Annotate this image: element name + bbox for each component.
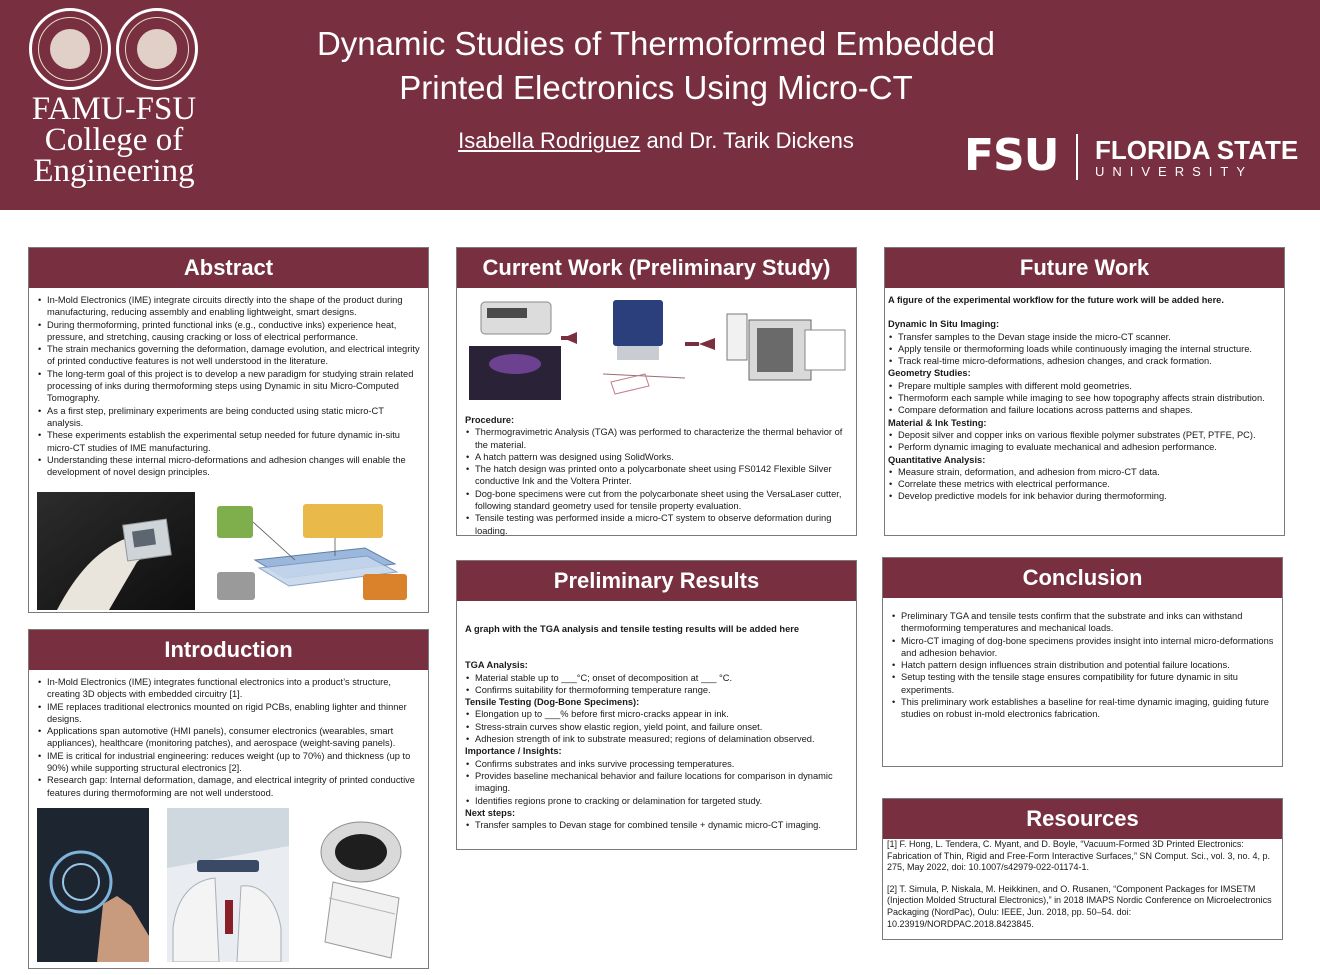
geometry-list <box>888 380 1276 417</box>
procedure-list <box>465 426 850 537</box>
procedure-item: • Thermogravimetric Analysis (TGA) was performed to characterize the thermal behavior of the material. <box>465 426 850 451</box>
introduction-item: • IME replaces traditional electronics mounted on rigid PCBs, enabling lighter and thinner designs. <box>37 701 420 726</box>
conclusion-item: • Preliminary TGA and tensile tests confirm that the substrate and inks can withstand thermoforming temperatures and mechanical loads. <box>891 610 1274 635</box>
conclusion-item: • This preliminary work establishes a baseline for real-time dynamic imaging, guiding future studies on robust in-mold electronics fabrication. <box>891 696 1274 721</box>
abstract-item: • In-Mold Electronics (IME) integrate circuits directly into the shape of the product during manufacturing, reducing assembly and enabling lightweight, smart designs. <box>37 294 420 319</box>
material-label: Material & Ink Testing: <box>888 417 987 428</box>
future-work-heading: Future Work <box>885 248 1284 288</box>
material-item: • Deposit silver and copper inks on various flexible polymer substrates (PET, PTFE, PC). <box>888 429 1276 441</box>
abstract-list <box>37 294 420 478</box>
dynamic-imaging-item: • Apply tensile or thermoforming loads while continuously imaging the internal structure. <box>888 343 1276 355</box>
conclusion-item: • Micro-CT imaging of dog-bone specimens provides insight into internal micro-deformations and adhesion behavior. <box>891 635 1274 660</box>
abstract-item: • During thermoforming, printed functional inks (e.g., conductive inks) experience heat, pressure, and stretching, causing cracking or loss of electrical performance. <box>37 319 420 344</box>
author-secondary: and Dr. Tarik Dickens <box>640 128 854 153</box>
introduction-item: • In-Mold Electronics (IME) integrates functional electronics into a product’s structure, creating 3D objects with embedded circuitry [1]. <box>37 676 420 701</box>
future-work-panel <box>884 247 1285 536</box>
quantitative-list <box>888 466 1276 503</box>
college-line-1: FAMU-FSU <box>31 91 197 127</box>
header-banner <box>0 0 1320 210</box>
abstract-panel <box>28 247 429 613</box>
material-item: • Perform dynamic imaging to evaluate mechanical and adhesion performance. <box>888 441 1276 453</box>
preliminary-results-body <box>457 601 856 837</box>
authors <box>400 128 912 154</box>
abstract-item: • These experiments establish the experimental setup needed for future dynamic in-situ micro-CT studies of IME manufacturing. <box>37 429 420 454</box>
preliminary-results-panel <box>456 560 857 850</box>
college-logo-text <box>20 91 208 189</box>
conclusion-panel <box>882 557 1283 767</box>
importance-item: • Confirms substrates and inks survive processing temperatures. <box>465 758 848 770</box>
resources-panel <box>882 798 1283 940</box>
abstract-item: • Understanding these internal micro-deformations and adhesion changes will enable the development of novel design principles. <box>37 454 420 479</box>
fabrication-workflow-figure <box>465 294 851 406</box>
college-line-3: Engineering <box>33 153 195 189</box>
conclusion-heading: Conclusion <box>883 558 1282 598</box>
current-work-heading: Current Work (Preliminary Study) <box>457 248 856 288</box>
abstract-item: • As a first step, preliminary experiments are being conducted using static micro-CT analysis. <box>37 405 420 430</box>
geometry-label: Geometry Studies: <box>888 368 971 379</box>
abstract-body <box>29 288 428 484</box>
results-placeholder-note: A graph with the TGA analysis and tensile testing results will be added here <box>465 624 800 634</box>
title-line-1: Dynamic Studies of Thermoformed Embedded <box>316 25 996 62</box>
conclusion-body <box>883 598 1282 727</box>
tga-list <box>465 672 848 697</box>
ink-layer-diagram <box>215 502 411 604</box>
fsu-wordmark-logo: FSU <box>964 130 1059 181</box>
fsu-university-logo: UNIVERSITY <box>1095 164 1254 179</box>
importance-item: • Provides baseline mechanical behavior and failure locations for comparison in dynamic imaging. <box>465 770 848 795</box>
next-steps-item: • Transfer samples to Devan stage for combined tensile + dynamic micro-CT imaging. <box>465 819 848 831</box>
preliminary-results-heading: Preliminary Results <box>457 561 856 601</box>
future-work-body <box>885 288 1284 509</box>
reference-item: [1] F. Hong, L. Tendera, C. Myant, and D. Boyle, “Vacuum-Formed 3D Printed Electronics: Fabrication of Thin, Rigid and Free-Form Interactive Surfaces,” SN Comput. Sci., vol. 3, no. 4, p. 275, May 2022, doi: 10.1007/s42979-022-01174-1. <box>887 839 1270 873</box>
title-line-2: Printed Electronics Using Micro-CT <box>399 69 913 106</box>
dynamic-imaging-item: • Track real-time micro-deformations, adhesion changes, and crack formation. <box>888 355 1276 367</box>
dynamic-imaging-item: • Transfer samples to the Devan stage inside the micro-CT scanner. <box>888 331 1276 343</box>
conclusion-item: • Hatch pattern design influences strain distribution and potential failure locations. <box>891 659 1274 671</box>
geometry-item: • Compare deformation and failure locations across patterns and shapes. <box>888 404 1276 416</box>
resources-heading: Resources <box>883 799 1282 839</box>
car-interior-photo <box>167 808 289 962</box>
abstract-item: • The long-term goal of this project is to develop a new paradigm for studying strain related processing of inks during thermoforming steps using Dynamic in situ Micro-Computed Tomography. <box>37 368 420 405</box>
procedure-item: • Tensile testing was performed inside a micro-CT system to observe deformation during loading. <box>465 512 850 537</box>
material-list <box>888 429 1276 454</box>
abstract-item: • The strain mechanics governing the deformation, damage evolution, and electrical integrity of printed conductive features is not well understood in the literature. <box>37 343 420 368</box>
procedure-item: • Dog-bone specimens were cut from the polycarbonate sheet using the VersaLaser cutter, following standard geometry used for tensile property evaluation. <box>465 488 850 513</box>
introduction-item: • Applications span automotive (HMI panels), consumer electronics (wearables, smart appliances), healthcare (monitoring patches), and aerospace (weight-saving panels). <box>37 725 420 750</box>
tensile-item: • Elongation up to ___% before first micro-cracks appear in ink. <box>465 708 848 720</box>
tensile-item: • Adhesion strength of ink to substrate measured; regions of delamination observed. <box>465 733 848 745</box>
tga-item: • Material stable up to ___°C; onset of decomposition at ___ °C. <box>465 672 848 684</box>
conclusion-list <box>891 610 1274 721</box>
next-steps-list <box>465 819 848 831</box>
tga-label: TGA Analysis: <box>465 660 528 671</box>
touch-panel-photo <box>37 808 149 962</box>
quantitative-item: • Develop predictive models for ink behavior during thermoforming. <box>888 490 1276 502</box>
procedure-item: • A hatch pattern was designed using SolidWorks. <box>465 451 850 463</box>
dynamic-imaging-list <box>888 331 1276 368</box>
fsu-seal-logo <box>116 8 198 90</box>
conclusion-item: • Setup testing with the tensile stage ensures compatibility for future dynamic in situ experiments. <box>891 671 1274 696</box>
geometry-item: • Thermoform each sample while imaging to see how topography affects strain distribution. <box>888 392 1276 404</box>
quantitative-item: • Correlate these metrics with electrical performance. <box>888 478 1276 490</box>
tensile-list <box>465 708 848 745</box>
dynamic-imaging-label: Dynamic In Situ Imaging: <box>888 319 1000 330</box>
author-primary: Isabella Rodriguez <box>458 128 641 153</box>
exploded-device-photo <box>303 808 423 962</box>
future-placeholder-note: A figure of the experimental workflow for the future work will be added here. <box>888 295 1224 305</box>
importance-label: Importance / Insights: <box>465 746 562 757</box>
introduction-body <box>29 670 428 805</box>
logo-divider <box>1076 134 1078 180</box>
introduction-panel <box>28 629 429 969</box>
reference-item: [2] T. Simula, P. Niskala, M. Heikkinen, and O. Rusanen, “Component Packages for IMSETM (Injection Molded Structural Electronics),” in 2018 IMAPS Nordic Conference on Microelectronics Packaging (NordPac), Oulu: IEEE, Jun. 2018, pp. 50–54. doi: 10.23919/NORDPAC.2018.8423845. <box>887 883 1272 929</box>
current-work-panel <box>456 247 857 536</box>
quantitative-item: • Measure strain, deformation, and adhesion from micro-CT data. <box>888 466 1276 478</box>
fsu-name-logo: FLORIDA STATE <box>1095 135 1299 165</box>
introduction-item: • IME is critical for industrial engineering: reduces weight (up to 70%) and thickness (up to 90%) while supporting structural electronics [2]. <box>37 750 420 775</box>
poster-title <box>260 22 1052 110</box>
tensile-label: Tensile Testing (Dog-Bone Specimens): <box>465 697 640 708</box>
famu-seal-logo <box>29 8 111 90</box>
procedure-label: Procedure: <box>465 415 515 425</box>
tensile-item: • Stress-strain curves show elastic region, yield point, and failure onset. <box>465 721 848 733</box>
introduction-item: • Research gap: Internal deformation, damage, and electrical integrity of printed conductive features during thermoforming are not well understood. <box>37 774 420 799</box>
introduction-heading: Introduction <box>29 630 428 670</box>
importance-list <box>465 758 848 807</box>
ime-hand-photo <box>37 492 195 610</box>
tga-item: • Confirms suitability for thermoforming temperature range. <box>465 684 848 696</box>
abstract-heading: Abstract <box>29 248 428 288</box>
introduction-list <box>37 676 420 799</box>
college-line-2: College of <box>44 122 184 158</box>
procedure-item: • The hatch design was printed onto a polycarbonate sheet using FS0142 Flexible Silver conductive Ink and the Voltera Printer. <box>465 463 850 488</box>
geometry-item: • Prepare multiple samples with different mold geometries. <box>888 380 1276 392</box>
current-work-body <box>457 408 858 543</box>
next-steps-label: Next steps: <box>465 807 516 818</box>
importance-item: • Identifies regions prone to cracking or delamination for targeted study. <box>465 795 848 807</box>
resources-body <box>883 839 1282 930</box>
quantitative-label: Quantitative Analysis: <box>888 454 986 465</box>
